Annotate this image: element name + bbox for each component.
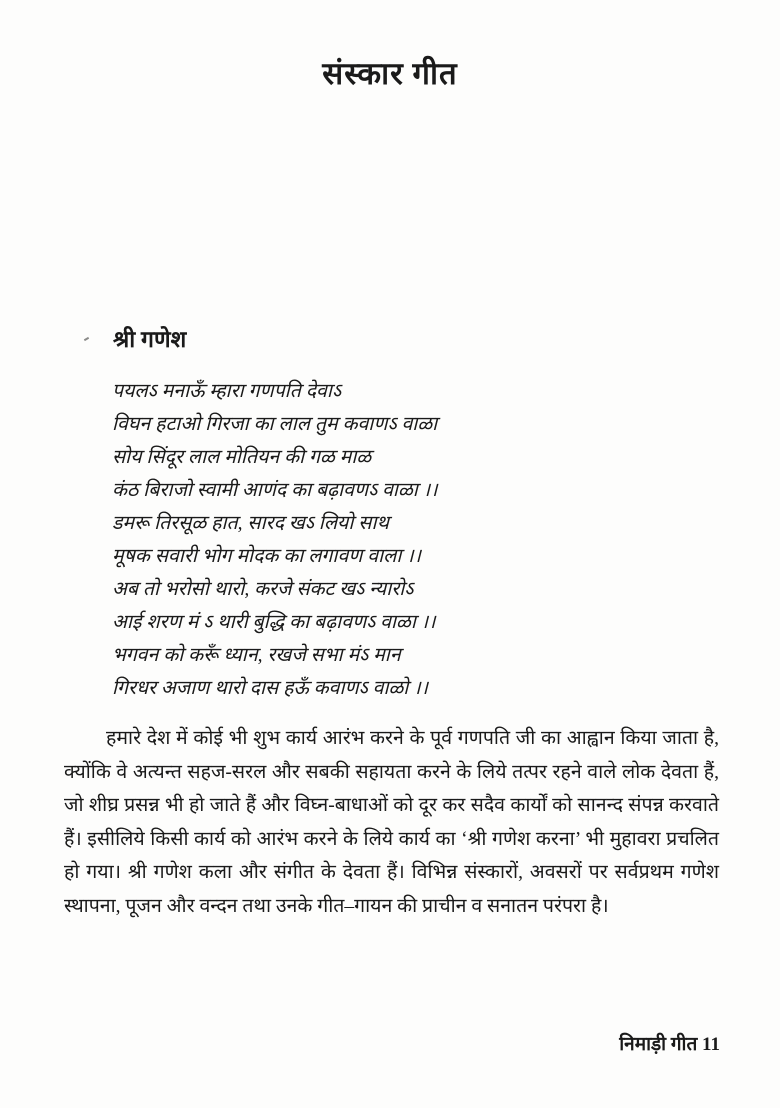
poem-line: विघन हटाओ गिरजा का लाल तुम कवाणऽ वाळा [112, 414, 438, 435]
section-heading: श्री गणेश [113, 327, 187, 352]
poem-line: आई शरण मं ऽ थारी बुद्धि का बढ़ावणऽ वाळा ।। [112, 612, 436, 633]
poem-line: पयलऽ मनाऊँ म्हारा गणपति देवाऽ [112, 381, 342, 402]
poem-line: भगवन को करूँ ध्यान, रखजे सभा मंऽ मान [112, 645, 401, 666]
poem-line: अब तो भरोसो थारो, करजे संकट खऽ न्यारोऽ [112, 579, 414, 600]
poem-line: डमरू तिरसूळ हात, सारद खऽ लियो साथ [112, 513, 389, 534]
page-title: संस्कार गीत [322, 56, 458, 91]
poem-line: मूषक सवारी भोग मोदक का लगावण वाला ।। [112, 546, 422, 567]
body-paragraph: हमारे देश में कोई भी शुभ कार्य आरंभ करने के पूर्व गणपति जी का आह्वान किया जाता है, क्योंकि वे अत्यन्त सहज-सरल और सबकी सहायता करने के लिये तत्पर रहने वाले लोक देवता हैं, जो शीघ्र प्रसन्न भी हो जाते हैं और विघ्न-बाधाओं को दूर कर सदैव कार्यों को सानन्द संपन्न करवाते हैं। इसीलिये किसी कार्य को आरंभ करने के लिये कार्य का ‘श्री गणेश करना’ भी मुहावरा प्रचलित हो गया। श्री गणेश कला और संगीत के देवता हैं। विभिन्न संस्कारों, अवसरों पर सर्वप्रथम गणेश स्थापना, पूजन और वन्दन तथा उनके गीत–गायन की प्राचीन व सनातन परंपरा है। [64, 728, 719, 917]
poem-line: गिरधर अजाण थारो दास हऊँ कवाणऽ वाळो ।। [112, 678, 429, 699]
poem [112, 375, 720, 705]
poem-line: कंठ बिराजो स्वामी आणंद का बढ़ावणऽ वाळा ।। [112, 480, 438, 501]
scan-speck [84, 337, 89, 341]
page-footer: निमाड़ी गीत 11 [619, 1034, 720, 1055]
poem-line: सोय सिंदूर लाल मोतियन की गळ माळ [112, 447, 372, 468]
